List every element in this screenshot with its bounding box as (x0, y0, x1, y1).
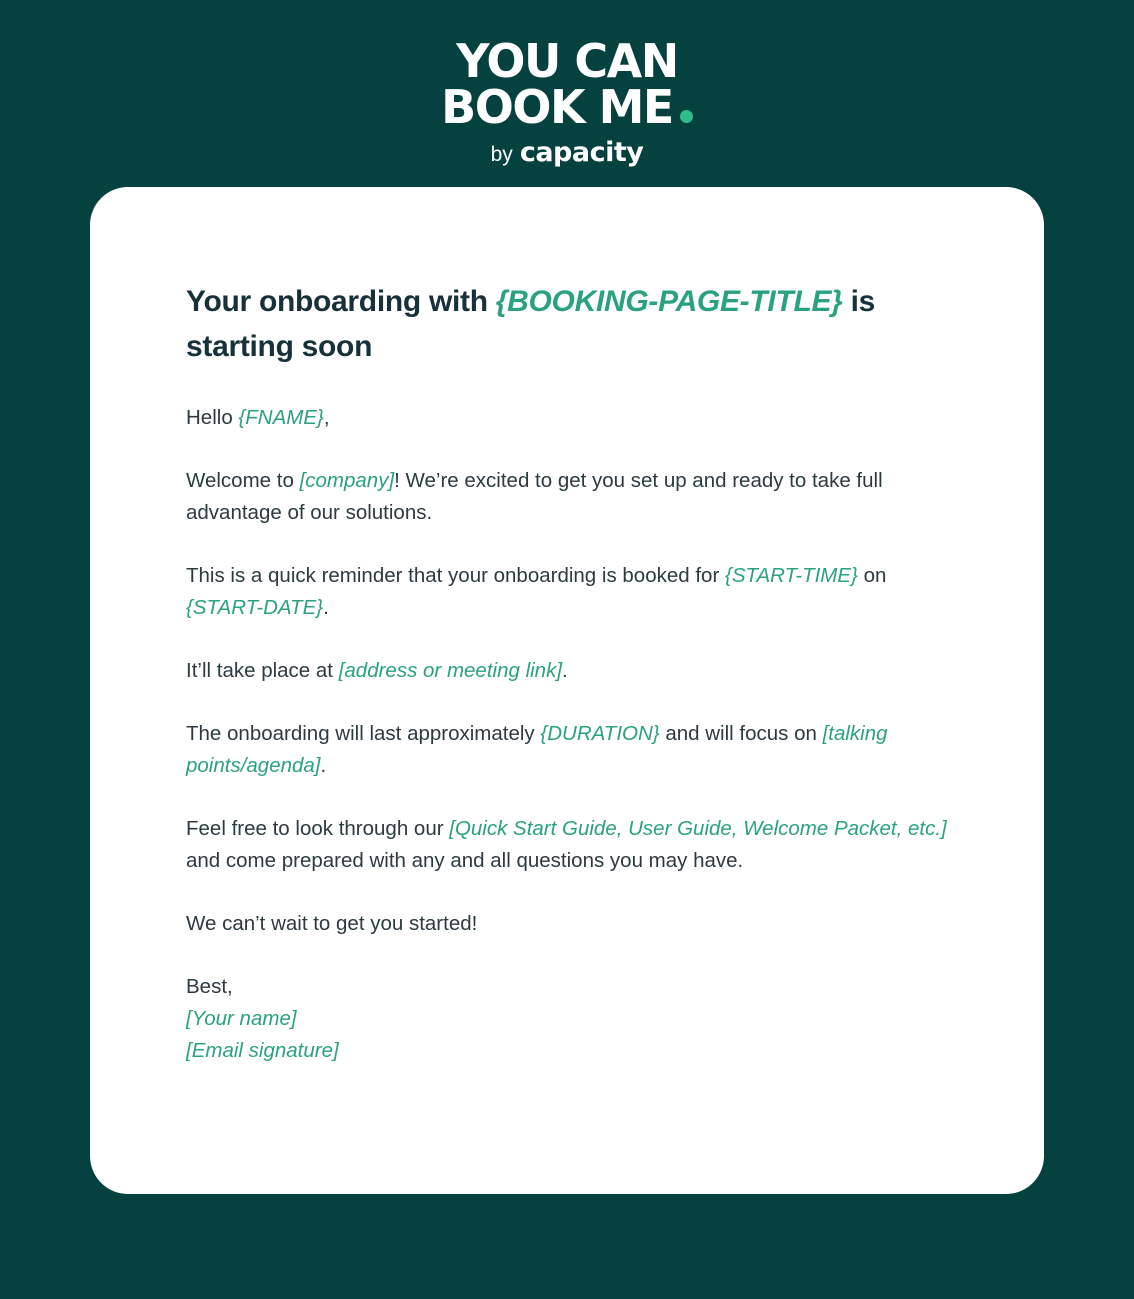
p4-text-middle: and will focus on (659, 722, 823, 745)
logo-line-you-can: YOU CAN (456, 34, 678, 88)
p3-variable-address: [address or meeting link] (338, 659, 563, 682)
p1-text-before: Welcome to (186, 469, 300, 492)
p3-text-after: . (562, 659, 568, 682)
greeting-prefix: Hello (186, 406, 239, 429)
email-paragraph-location (186, 655, 948, 687)
greeting-suffix: , (323, 406, 330, 429)
logo-line-book-me (441, 80, 693, 134)
greeting-variable-fname: {FNAME} (238, 406, 324, 429)
p4-text-after: . (320, 754, 327, 777)
logo-dot-icon (680, 110, 693, 123)
email-signature (186, 971, 948, 1067)
email-paragraph-reminder (186, 560, 948, 624)
email-card (90, 187, 1044, 1194)
email-paragraph-closing: We can’t wait to get you started! (186, 912, 478, 935)
signature-variable-your-name: [Your name] (186, 1007, 297, 1030)
email-subject-heading (186, 279, 948, 369)
signoff-text: Best, (186, 975, 233, 998)
p2-text-before: This is a quick reminder that your onboarding is booked for (186, 564, 725, 587)
p2-text-middle: on (857, 564, 887, 587)
heading-text-after: is starting soon (186, 285, 876, 363)
p2-variable-start-time: {START-TIME} (724, 564, 858, 587)
email-paragraph-duration (186, 718, 948, 782)
p2-variable-start-date: {START-DATE} (186, 596, 324, 619)
byline-prefix: by (490, 143, 513, 166)
signature-variable-email-signature: [Email signature] (186, 1039, 339, 1062)
heading-text-before: Your onboarding with (186, 285, 496, 318)
p2-text-after: . (323, 596, 329, 619)
email-greeting (186, 402, 948, 434)
logo-text-book-me: BOOK ME (441, 80, 673, 134)
byline-brand-name: capacity (519, 137, 644, 168)
p4-text-before: The onboarding will last approximately (186, 722, 541, 745)
p5-variable-guides: [Quick Start Guide, User Guide, Welcome Packet, etc.] (449, 817, 947, 840)
p4-variable-duration: {DURATION} (540, 722, 660, 745)
p1-text-after: ! We’re excited to get you set up and ready to take full advantage of our solutions. (186, 469, 883, 524)
p5-text-before: Feel free to look through our (186, 817, 450, 840)
p4-variable-agenda: [talking points/agenda] (186, 722, 888, 777)
heading-variable-booking-page-title: {BOOKING-PAGE-TITLE} (495, 285, 843, 318)
p1-variable-company: [company] (299, 469, 395, 492)
p5-text-after: and come prepared with any and all questions you may have. (186, 849, 744, 872)
email-paragraph-welcome (186, 465, 948, 529)
brand-logo (0, 0, 1134, 168)
logo-byline (491, 137, 644, 168)
p3-text-before: It’ll take place at (186, 659, 339, 682)
email-paragraph-resources (186, 813, 948, 877)
